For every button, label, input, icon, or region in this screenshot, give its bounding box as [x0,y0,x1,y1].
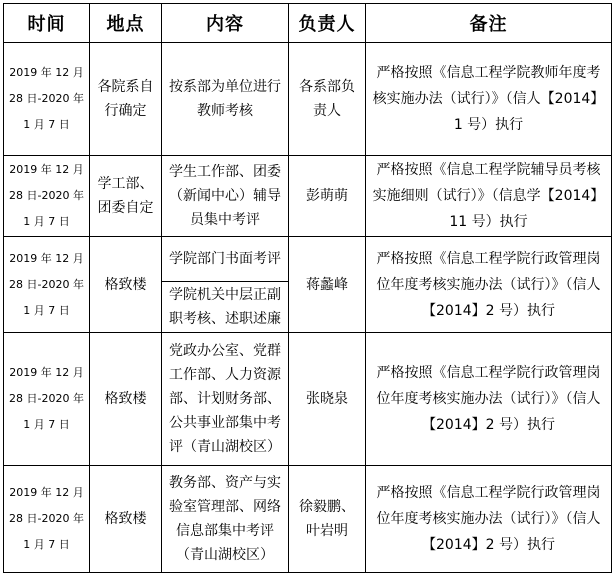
header-place: 地点 [90,4,162,43]
cell-content: 学院部门书面考评 [162,237,289,282]
table-row [4,466,612,573]
header-row [4,4,612,43]
cell-time: 2019 年 12 月 28 日-2020 年 1 月 7 日 [4,237,90,333]
cell-content: 学生工作部、团委（新闻中心）辅导员集中考评 [162,156,289,237]
cell-time: 2019 年 12 月 28 日-2020 年 1 月 7 日 [4,43,90,156]
cell-person: 各系部负责人 [289,43,366,156]
schedule-table [3,3,612,573]
cell-note: 严格按照《信息工程学院教师年度考核实施办法（试行）》（信人【2014】1 号）执行 [366,43,612,156]
cell-person: 徐毅鹏、叶岩明 [289,466,366,573]
cell-place: 学工部、团委自定 [90,156,162,237]
cell-note: 严格按照《信息工程学院行政管理岗位年度考核实施办法（试行）》（信人【2014】2 号）执行 [366,466,612,573]
header-content: 内容 [162,4,289,43]
cell-content: 学院机关中层正副职考核、述职述廉 [162,282,289,333]
cell-place: 格致楼 [90,237,162,333]
cell-note: 严格按照《信息工程学院行政管理岗位年度考核实施办法（试行）》（信人【2014】2 号）执行 [366,333,612,466]
cell-place: 格致楼 [90,466,162,573]
header-time: 时间 [4,4,90,43]
cell-place: 各院系自行确定 [90,43,162,156]
cell-note: 严格按照《信息工程学院辅导员考核实施细则（试行）》（信息学【2014】11 号）执行 [366,156,612,237]
cell-person: 蒋蠡峰 [289,237,366,333]
cell-person: 张晓泉 [289,333,366,466]
table-row [4,333,612,466]
table-row [4,43,612,156]
cell-place: 格致楼 [90,333,162,466]
header-note: 备注 [366,4,612,43]
cell-content: 按系部为单位进行教师考核 [162,43,289,156]
table-row [4,156,612,237]
cell-content: 教务部、资产与实验室管理部、网络信息部集中考评（青山湖校区） [162,466,289,573]
header-person: 负责人 [289,4,366,43]
cell-time: 2019 年 12 月 28 日-2020 年 1 月 7 日 [4,466,90,573]
cell-person: 彭萌萌 [289,156,366,237]
cell-time: 2019 年 12 月 28 日-2020 年 1 月 7 日 [4,156,90,237]
cell-time: 2019 年 12 月 28 日-2020 年 1 月 7 日 [4,333,90,466]
cell-note: 严格按照《信息工程学院行政管理岗位年度考核实施办法（试行）》（信人【2014】2 号）执行 [366,237,612,333]
cell-content: 党政办公室、党群工作部、人力资源部、计划财务部、公共事业部集中考评（青山湖校区） [162,333,289,466]
table-row [4,237,612,282]
